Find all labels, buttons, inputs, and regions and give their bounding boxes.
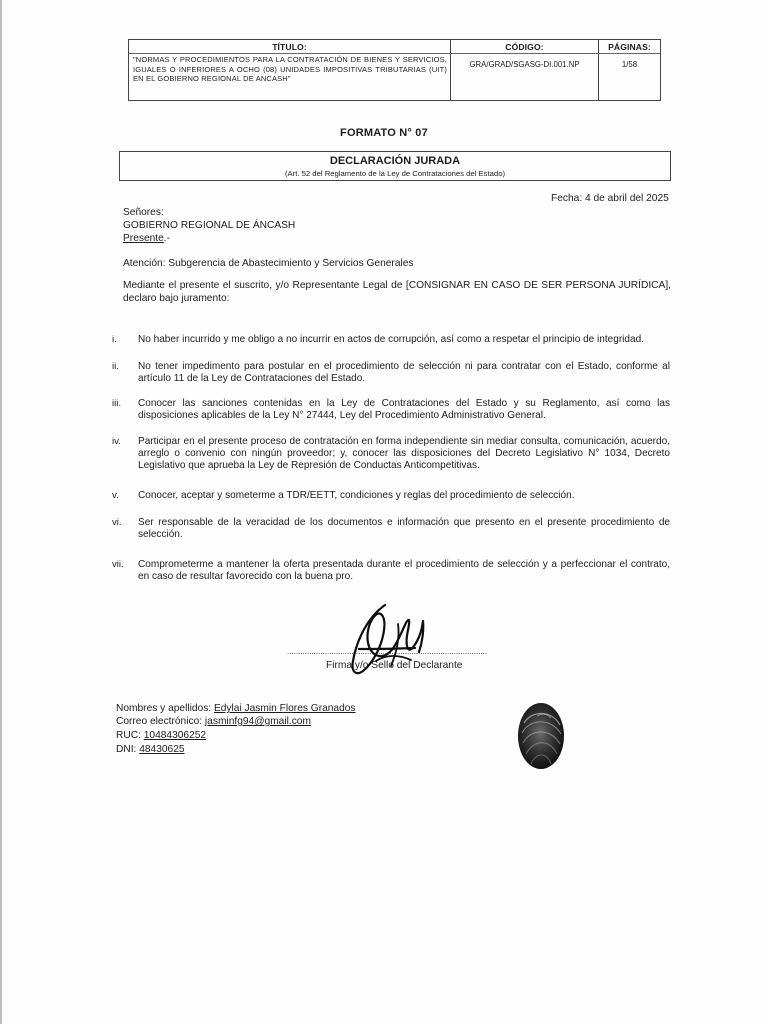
- item-number: vii.: [112, 559, 124, 570]
- declaration-title: DECLARACIÓN JURADA: [329, 155, 461, 167]
- header-title-label: TÍTULO:: [272, 42, 307, 52]
- header-code-label: CÓDIGO:: [505, 42, 544, 52]
- item-text: Comprometerme a mantener la oferta presentada durante el procedimiento de selección y a perfeccionar el contrato, en caso de resultar favorecido con la buena pro.: [138, 559, 670, 583]
- header-pages-value: 1/58: [621, 60, 638, 69]
- declarant-email-line: [116, 716, 311, 729]
- presente-line: [123, 233, 170, 246]
- header-pages-label: PÁGINAS:: [608, 42, 651, 52]
- declarant-dni-line: [116, 744, 185, 757]
- header-code-divider: [451, 53, 598, 54]
- declaration-subtitle: (Art. 52 del Reglamento de la Ley de Contrataciones del Estado): [284, 169, 506, 178]
- header-title-cell: [129, 40, 451, 100]
- item-number: iii.: [112, 398, 122, 409]
- declarant-name-label: Nombres y apellidos:: [116, 703, 212, 714]
- item-text: Ser responsable de la veracidad de los documentos e información que presento en el presente procedimiento de selección.: [138, 517, 670, 541]
- item-number: vi.: [112, 517, 122, 528]
- item-text: No tener impedimento para postular en el procedimiento de selección ni para contratar con el Estado, conforme al artículo 11 de la Ley de Contrataciones del Estado.: [138, 361, 670, 385]
- header-code-cell: [451, 40, 599, 100]
- declaration-title-box: [119, 151, 671, 181]
- declarant-email-value: jasminfg94@gmail.com: [204, 716, 311, 727]
- declaration-item-iv: [112, 436, 672, 474]
- declarant-ruc-value: 10484306252: [143, 730, 207, 741]
- signature-label: Firma y/o Sello del Declarante: [326, 660, 463, 671]
- scan-edge: [0, 0, 2, 1024]
- declarant-ruc-line: [116, 730, 206, 743]
- presente-word: Presente: [123, 233, 164, 244]
- declarant-name-value: Edylai Jasmin Flores Granados: [213, 703, 356, 714]
- item-number: i.: [112, 334, 117, 345]
- declarant-dni-value: 48430625: [139, 744, 185, 755]
- header-pages-cell: [599, 40, 660, 100]
- item-number: v.: [112, 490, 119, 501]
- intro-paragraph: Mediante el presente el suscrito, y/o Representante Legal de [CONSIGNAR EN CASO DE SER PERSONA JURÍDICA], declaro bajo juramento:: [123, 280, 671, 304]
- header-title-divider: [129, 53, 450, 54]
- attention-line: Atención: Subgerencia de Abastecimiento y Servicios Generales: [123, 258, 414, 269]
- fingerprint-icon: [512, 698, 572, 776]
- item-number: ii.: [112, 361, 119, 372]
- header-title-text: "NORMAS Y PROCEDIMIENTOS PARA LA CONTRATACIÓN DE BIENES Y SERVICIOS, IGUALES O INFERIORES A OCHO (08) UNIDADES IMPOSITIVAS TRIBUTARIAS (UIT) EN EL GOBIERNO REGIONAL DE ANCASH": [133, 55, 447, 84]
- declaration-item-i: [112, 334, 672, 348]
- declaration-item-ii: [112, 361, 672, 387]
- document-header-table: [128, 39, 661, 101]
- header-pages-divider: [599, 53, 660, 54]
- declaration-item-v: [112, 490, 672, 504]
- recipient: GOBIERNO REGIONAL DE ÁNCASH: [123, 220, 296, 231]
- declarant-name-line: [116, 703, 356, 716]
- declarant-ruc-label: RUC:: [116, 730, 141, 741]
- item-text: Participar en el presente proceso de contratación en forma independiente sin mediar consulta, comunicación, acuerdo, arreglo o convenio con ningún proveedor; y, conocer las disposiciones del Decreto Legislativo N° 1034, Decreto Legislativo que aprueba la Ley de Represión de Conductas Anticompetitivas.: [138, 436, 670, 472]
- header-code-value: GRA/GRAD/SGASG-DI.001.NP: [469, 60, 580, 69]
- formato-heading: FORMATO N° 07: [340, 127, 428, 139]
- declaration-item-vii: [112, 559, 672, 585]
- declarant-email-label: Correo electrónico:: [116, 716, 203, 727]
- item-text: No haber incurrido y me obligo a no incurrir en actos de corrupción, así como a respetar el principio de integridad.: [138, 334, 644, 345]
- presente-suffix: .-: [163, 233, 171, 244]
- declaration-item-vi: [112, 517, 672, 543]
- greeting: Señores:: [123, 207, 164, 218]
- declaration-item-iii: [112, 398, 672, 424]
- item-text: Conocer las sanciones contenidas en la Ley de Contrataciones del Estado y su Reglamento, así como las disposiciones aplicables de la Ley N° 27444, Ley del Procedimiento Administrativo General.: [138, 398, 670, 422]
- declarant-dni-label: DNI:: [116, 744, 137, 755]
- item-number: iv.: [112, 436, 121, 447]
- signature-line: ..........................................................................................: [287, 648, 488, 656]
- document-date: Fecha: 4 de abril del 2025: [551, 193, 669, 204]
- item-text: Conocer, aceptar y someterme a TDR/EETT, condiciones y reglas del procedimiento de selección.: [138, 490, 575, 501]
